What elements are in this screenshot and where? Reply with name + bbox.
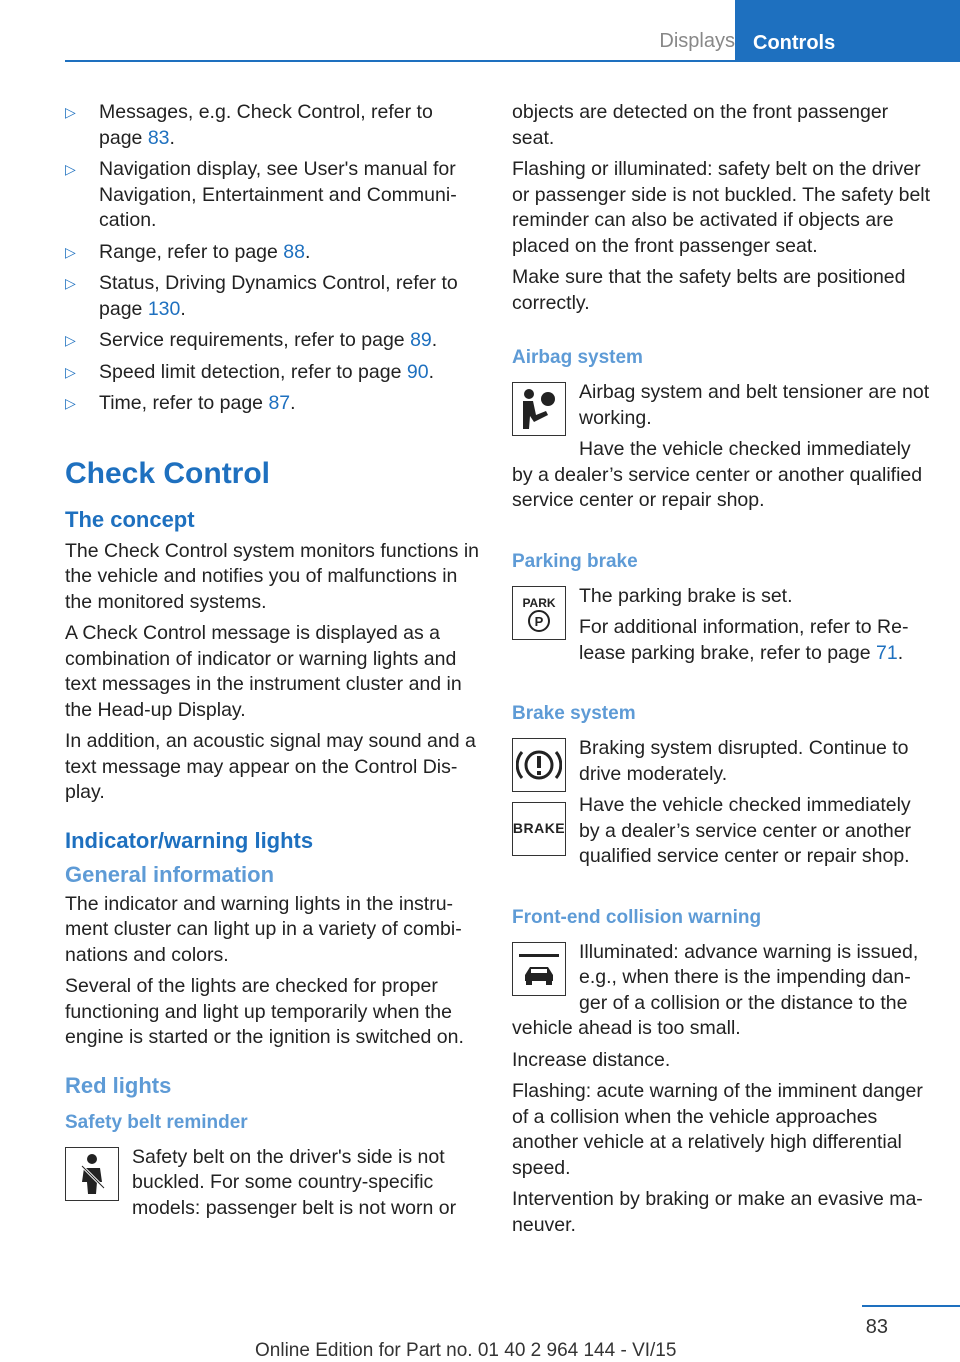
page-ref-link[interactable]: 89 <box>410 329 432 351</box>
indicator-lights-title: Indicator/warning lights <box>65 827 314 853</box>
list-item: ▷ Range, refer to page 88. <box>65 240 480 266</box>
concept-paragraph-1: The Check Control system monitors functions in the vehicle and notifies you of malfunctions in the monitored systems. <box>65 539 479 613</box>
concept-title: The concept <box>65 506 195 532</box>
collision-paragraph-2: Increase distance. <box>512 1048 671 1071</box>
brake-system-title: Brake system <box>512 703 636 724</box>
airbag-paragraph-2: Have the vehicle checked immediately by a dealer’s service center or another qualified service center or repair shop. <box>512 438 923 511</box>
page-ref-link[interactable]: 71 <box>876 641 898 664</box>
brake-paragraph-2: Have the vehicle checked immediately by a dealer’s service center or another qualified service center or repair shop. <box>579 794 912 867</box>
concept-paragraph-3: In addition, an acoustic signal may sound and a text message may appear on the Control Display. <box>65 730 476 803</box>
page-ref-link[interactable]: 88 <box>283 240 305 263</box>
parking-paragraph-1: The parking brake is set. <box>579 584 793 607</box>
collision-paragraph-3: Flashing: acute warning of the imminent danger of a collision when the vehicle approaches another vehicle at a relatively high differential speed. <box>512 1080 923 1179</box>
parking-brake-icon <box>512 586 566 640</box>
header-section[interactable]: Displays <box>659 30 735 52</box>
header-rule <box>65 60 960 62</box>
general-paragraph-2: Several of the lights are checked for proper functioning and light up temporarily when the engine is started or the ignition is switched on. <box>65 975 464 1048</box>
airbag-paragraph-1: Airbag system and belt tensioner are not working. <box>579 381 930 429</box>
header-chapter[interactable]: Controls <box>735 0 960 62</box>
page-header <box>0 0 960 62</box>
list-item: ▷ Navigation display, see User's manual for Navigation, Entertainment and Communication. <box>65 157 480 234</box>
list-item: ▷ Status, Driving Dynamics Control, refer to page 130. <box>65 271 480 322</box>
list-item: ▷ Messages, e.g. Check Control, refer to page 83. <box>65 100 480 151</box>
seatbelt-paragraph-3: Make sure that the safety belts are positioned correctly. <box>512 266 906 314</box>
collision-paragraph-4: Intervention by braking or make an evasive maneuver. <box>512 1188 923 1236</box>
seatbelt-reminder-title: Safety belt reminder <box>65 1111 248 1133</box>
page-number: 83 <box>865 1316 888 1338</box>
display-bullet-list <box>65 100 480 417</box>
airbag-icon <box>512 382 566 436</box>
svg-text:PARK: PARK <box>522 595 556 610</box>
seatbelt-paragraph-cont: objects are detected on the front passenger seat. <box>512 101 889 149</box>
brake-paragraph-1: Braking system disrupted. Continue to drive moderately. <box>579 737 909 785</box>
seatbelt-paragraph-2: Flashing or illuminated: safety belt on the driver or passenger side is not buckled. The safety belt reminder can also be activated if objects are placed on the front passenger seat. <box>512 158 931 257</box>
seatbelt-paragraph-1: Safety belt on the driver's side is not buckled. For some country-specific models: passenger belt is not worn or <box>132 1145 457 1219</box>
brake-text-icon: BRAKE <box>512 802 566 856</box>
page-ref-link[interactable]: 87 <box>268 392 291 414</box>
list-item: ▷ Time, refer to page 87. <box>65 391 480 417</box>
general-paragraph-1: The indicator and warning lights in the instrument cluster can light up in a variety of combinations and colors. <box>65 892 462 966</box>
page-ref-link[interactable]: 130 <box>147 297 181 320</box>
list-item: ▷ Service requirements, refer to page 89. <box>65 328 480 354</box>
page-ref-link[interactable]: 83 <box>147 126 170 149</box>
svg-text:P: P <box>534 613 544 629</box>
page-ref-link[interactable]: 90 <box>406 360 429 383</box>
left-column <box>65 100 480 1227</box>
collision-warning-icon <box>512 942 566 996</box>
edition-note: Online Edition for Part no. 01 40 2 964 144 - VI/15 <box>255 1340 677 1361</box>
right-column <box>512 100 932 1244</box>
collision-warning-title: Front-end collision warning <box>512 906 762 928</box>
red-lights-title: Red lights <box>65 1072 172 1098</box>
airbag-title: Airbag system <box>512 347 643 368</box>
parking-paragraph-2: For additional information, refer to Release parking brake, refer to page 71. <box>579 616 909 664</box>
collision-paragraph-1: Illuminated: advance warning is issued, e.g., when there is the impending danger of a collision or the distance to the vehicle ahead is too small. <box>512 940 919 1039</box>
check-control-title: Check Control <box>65 456 271 490</box>
seatbelt-icon <box>65 1147 119 1201</box>
parking-brake-title: Parking brake <box>512 550 638 572</box>
general-info-title: General information <box>65 861 275 887</box>
concept-paragraph-2: A Check Control message is displayed as a combination of indicator or warning lights and text messages in the instrument cluster and in the Head-up Display. <box>65 622 462 721</box>
footer-rule <box>862 1305 960 1307</box>
brake-warning-icon <box>512 738 566 792</box>
list-item: ▷ Speed limit detection, refer to page 90. <box>65 360 480 386</box>
